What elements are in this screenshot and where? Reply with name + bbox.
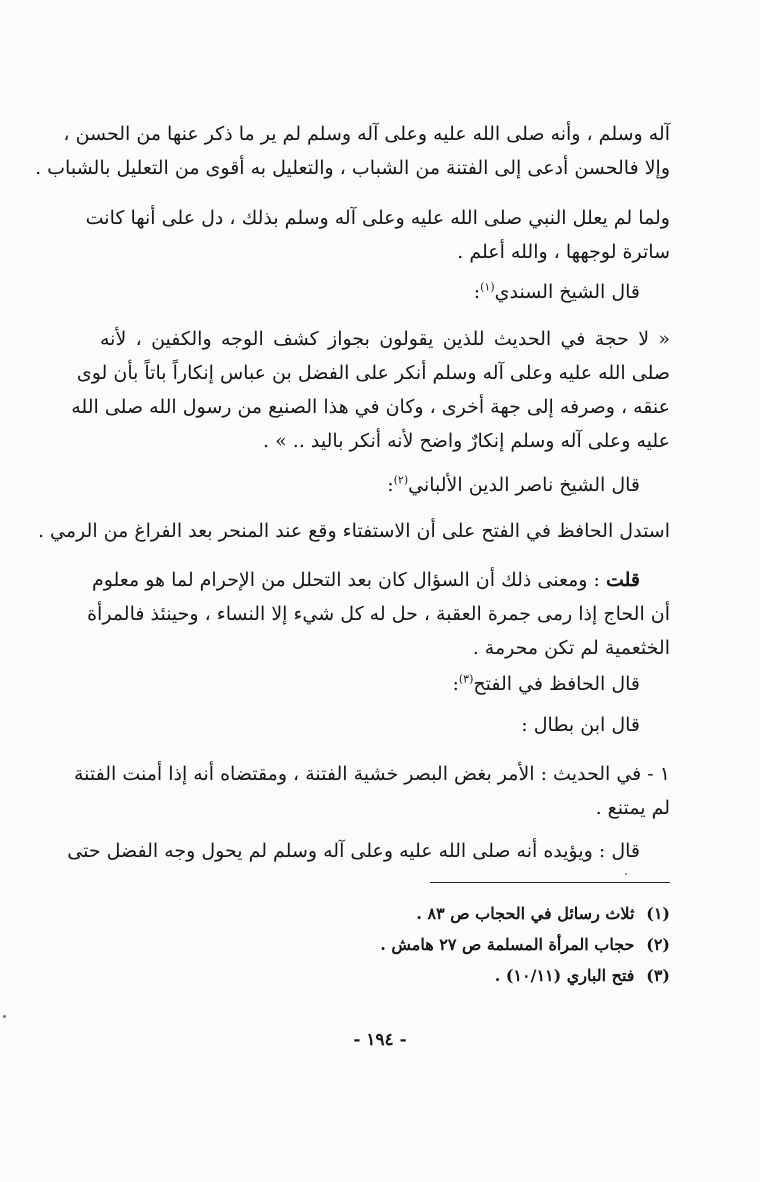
albani-text (37, 514, 670, 548)
text-line: : ومعنى ذلك أن السؤال كان بعد التحلل من الإحرام لما هو معلوم (91, 569, 600, 591)
text-line: الخثعمية لم تكن محرمة . (472, 637, 670, 659)
text-line: وإلا فالحسن أدعى إلى الفتنة من الشباب ، والتعليل به أقوى من التعليل بالشباب . (35, 157, 670, 179)
sindi-heading-text: قال الشيخ السندي (494, 281, 640, 303)
footnote-ref: (٢) (393, 473, 409, 487)
scan-speck (625, 873, 627, 875)
qultu-label: قلت (605, 569, 640, 591)
text-line: ولما لم يعلل النبي صلى الله عليه وعلى آله وسلم بذلك ، دل على أنها كانت (85, 207, 670, 229)
footnote-text: حجاب المرأة المسلمة ص ٢٧ هامش . (380, 935, 635, 954)
albani-heading: قال الشيخ ناصر الدين الألباني$^{(٢)}$: (387, 473, 640, 496)
qultu-paragraph (87, 563, 670, 665)
text-line: ١ - في الحديث : الأمر بغض البصر خشية الفتنة ، ومقتضاه أنه إذا أمنت الفتنة (73, 763, 670, 785)
footnote-number: (٣) (646, 966, 670, 985)
paragraph-2 (85, 201, 670, 269)
sindi-heading: قال الشيخ السندي$^{(١)}$: (473, 280, 640, 303)
hafiz-heading: قال الحافظ في الفتح$^{(٣)}$: (452, 672, 640, 695)
text-line: عنقه ، وصرفه إلى جهة أخرى ، وكان في هذا الصنيع من رسول الله صلى الله (71, 396, 670, 418)
albani-heading-text: قال الشيخ ناصر الدين الألباني (408, 474, 640, 496)
footnote-number: (١) (646, 904, 670, 923)
footnote-item (300, 898, 670, 929)
scan-speck (3, 1015, 6, 1018)
text-line: أن الحاج إذا رمى جمرة العقبة ، حل له كل شيء إلا النساء ، وحينئذ فالمرأة (87, 603, 670, 625)
footnote-item (300, 960, 670, 991)
footnote-ref: (١) (480, 280, 495, 294)
text-line: قال : ويؤيده أنه صلى الله عليه وعلى آله وسلم لم يحول وجه الفضل حتى (67, 840, 640, 862)
footnote-text: ثلاث رسائل في الحجاب ص ٨٣ . (416, 904, 635, 923)
footnotes (300, 898, 670, 991)
point-1 (73, 757, 670, 825)
paragraph-1 (35, 117, 670, 185)
last-line (67, 834, 670, 868)
text-line: استدل الحافظ في الفتح على أن الاستفتاء وقع عند المنحر بعد الفراغ من الرمي . (37, 520, 670, 542)
footnote-text: فتح الباري (١٠/١١) . (494, 966, 635, 985)
footnote-ref: (٣) (458, 672, 474, 686)
text-line: آله وسلم ، وأنه صلى الله عليه وعلى آله وسلم لم ير ما ذكر عنها من الحسن ، (63, 123, 670, 145)
page-number: - ١٩٤ - (353, 1030, 407, 1050)
text-line: عليه وعلى آله وسلم إنكارٌ واضح لأنه أنكر باليد .. » . (263, 430, 670, 452)
text-line: « لا حجة في الحديث للذين يقولون بجواز كشف الوجه والكفين ، لأنه (100, 328, 670, 350)
sindi-quote (71, 322, 670, 458)
footnote-item (300, 929, 670, 960)
text-line: صلى الله عليه وعلى آله وسلم أنكر على الفضل بن عباس إنكاراً باتاً بأن لوى (76, 362, 670, 384)
ibn-battal-text: قال ابن بطال : (521, 714, 640, 736)
footnote-divider (430, 882, 670, 883)
footnote-number: (٢) (646, 935, 670, 954)
hafiz-heading-text: قال الحافظ في الفتح (473, 673, 640, 695)
text-line: لم يمتنع . (595, 797, 670, 819)
text-line: ساترة لوجهها ، والله أعلم . (457, 241, 670, 263)
ibn-battal-heading (100, 708, 670, 742)
